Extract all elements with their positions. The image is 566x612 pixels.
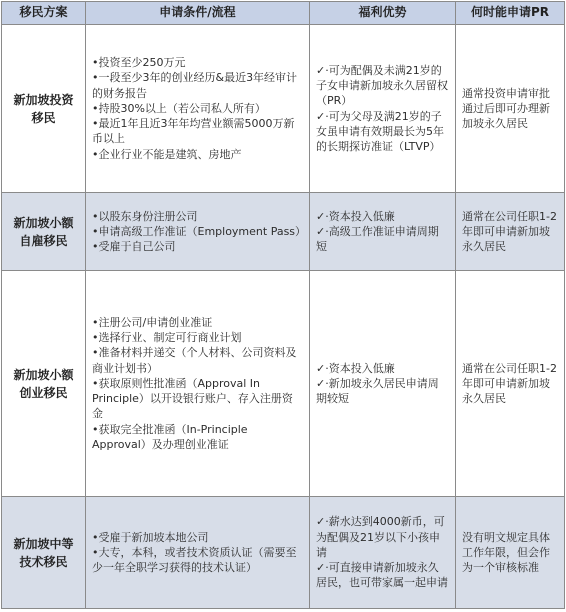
immigration-comparison-table [1,1,565,609]
condition-item: •一段至少3年的创业经历&最近3年经审计的财务报告 [92,71,298,100]
condition-item: •企业行业不能是建筑、房地产 [92,147,242,161]
condition-item: •大专，本科，或者技术资质认证（需要至少一年全职学习获得的技术认证） [92,545,297,575]
benefit-item: ✓·薪水达到4000新币，可为配偶及21岁以下小孩申请 [316,515,445,559]
table-row [2,25,565,193]
condition-item: •注册公司/申请创业准证 [92,315,213,329]
condition-item: •最近1年且近3年年均营业额需5000万新币以上 [92,117,295,146]
table-header-row [2,2,565,25]
benefit-item: ✓·可直接申请新加坡永久居民，也可带家属一起申请 [316,561,448,590]
benefits-cell [310,193,456,271]
plan-name: 新加坡小额创业移民 [2,271,86,497]
benefit-item: ✓·高级工作准证申请周期短 [316,224,439,254]
conditions-cell [86,497,310,609]
benefit-item: ✓·资本投入低廉 [316,361,395,375]
benefit-item: ✓·资本投入低廉 [316,209,395,223]
benefits-cell [310,25,456,193]
header-when-pr: 何时能申请PR [456,2,565,25]
condition-item: •选择行业、制定可行商业计划 [92,330,242,344]
benefit-item: ✓·可为配偶及未满21岁的子女申请新加坡永久居留权（PR） [316,63,448,108]
plan-name: 新加坡小额自雇移民 [2,193,86,271]
when-pr-cell: 通常在公司任职1-2年即可申请新加坡永久居民 [456,271,565,497]
condition-item: •以股东身份注册公司 [92,209,198,223]
conditions-cell [86,193,310,271]
header-benefits: 福利优势 [310,2,456,25]
condition-item: •准备材料并递交（个人材料、公司资料及商业计划书） [92,346,297,375]
benefit-item: ✓·新加坡永久居民申请周期较短 [316,376,439,406]
plan-name: 新加坡投资移民 [2,25,86,193]
when-pr-cell: 通常投资申请审批通过后即可办理新加坡永久居民 [456,25,565,193]
condition-item: •受雇于新加坡本地公司 [92,530,209,544]
header-plan: 移民方案 [2,2,86,25]
condition-item: •获取原则性批准函（Approval In Principle）以开设银行账户、存入注册资金 [92,376,293,421]
table-row [2,497,565,609]
condition-item: •申请高级工作准证（Employment Pass） [92,224,307,238]
table-row [2,271,565,497]
when-pr-cell: 通常在公司任职1-2年即可申请新加坡永久居民 [456,193,565,271]
header-conditions: 申请条件/流程 [86,2,310,25]
benefits-cell [310,497,456,609]
benefit-item: ✓·可为父母及满21岁的子女虽申请有效期最长为5年的长期探访准证（LTVP） [316,109,444,154]
plan-name: 新加坡中等技术移民 [2,497,86,609]
condition-item: •受雇于自己公司 [92,240,176,254]
when-pr-cell: 没有明文规定具体工作年限，但会作为一个审核标准 [456,497,565,609]
conditions-cell [86,271,310,497]
condition-item: •获取完全批准函（In-Principle Approval）及办理创业准证 [92,422,248,452]
condition-item: •投资至少250万元 [92,55,186,69]
conditions-cell [86,25,310,193]
condition-item: •持股30%以上（若公司私人所有） [92,101,266,115]
benefits-cell [310,271,456,497]
table-row [2,193,565,271]
